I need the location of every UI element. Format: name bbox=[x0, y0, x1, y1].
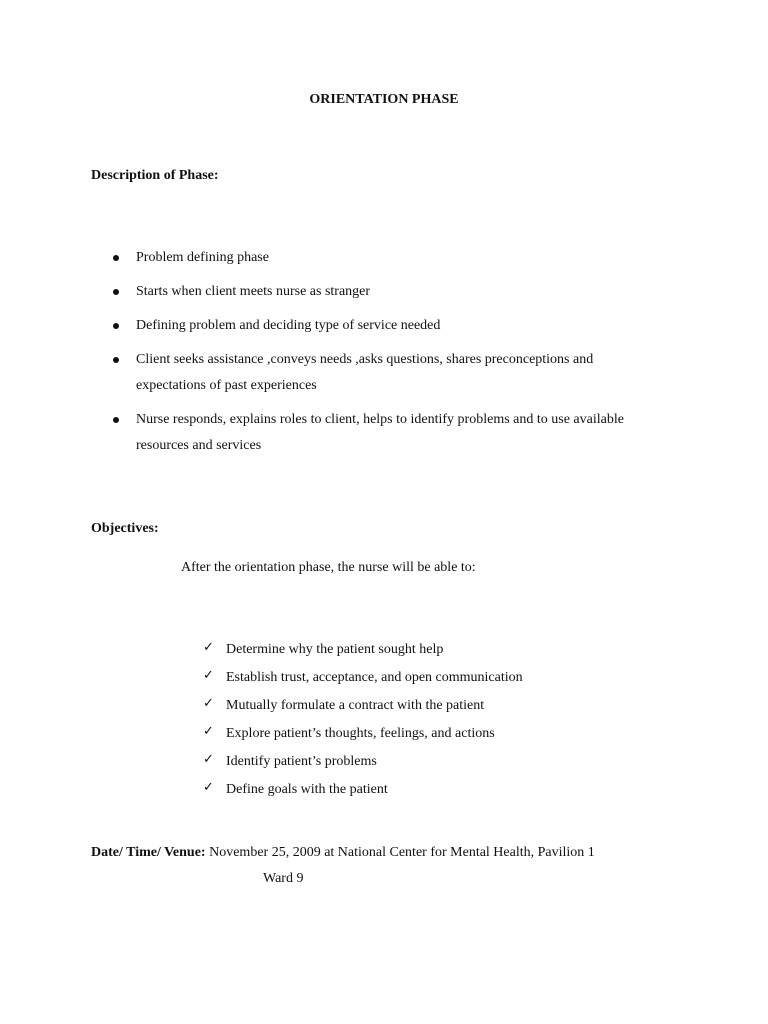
check-icon: ✓ bbox=[203, 668, 214, 683]
list-item bbox=[110, 245, 690, 271]
list-item-text: Problem defining phase bbox=[136, 250, 269, 265]
list-item bbox=[110, 407, 690, 459]
list-item bbox=[110, 279, 690, 305]
list-item bbox=[203, 748, 683, 776]
list-item-text-continued: resources and services bbox=[136, 438, 262, 453]
check-icon: ✓ bbox=[203, 780, 214, 795]
venue-label: Date/ Time/ Venue: bbox=[91, 845, 206, 860]
bullet-dot-icon bbox=[113, 255, 119, 261]
description-heading: Description of Phase: bbox=[91, 168, 219, 183]
list-item bbox=[203, 692, 683, 720]
list-item bbox=[203, 720, 683, 748]
list-item-text: Define goals with the patient bbox=[226, 782, 388, 797]
list-item bbox=[110, 347, 690, 399]
venue-line-continued: Ward 9 bbox=[263, 871, 304, 886]
list-item bbox=[203, 636, 683, 664]
objectives-list bbox=[203, 636, 683, 804]
list-item-text: Mutually formulate a contract with the patient bbox=[226, 698, 485, 713]
check-icon: ✓ bbox=[203, 752, 214, 767]
bullet-dot-icon bbox=[113, 289, 119, 295]
venue-line bbox=[91, 844, 595, 862]
list-item-text: Starts when client meets nurse as stranger bbox=[136, 284, 371, 299]
list-item-text: Nurse responds, explains roles to client, helps to identify problems and to use available bbox=[136, 412, 624, 427]
check-icon: ✓ bbox=[203, 640, 214, 655]
list-item-text: Establish trust, acceptance, and open communication bbox=[226, 670, 523, 685]
bullet-dot-icon bbox=[113, 323, 119, 329]
bullet-dot-icon bbox=[113, 357, 119, 363]
description-list bbox=[110, 245, 690, 467]
check-icon: ✓ bbox=[203, 696, 214, 711]
page-title: ORIENTATION PHASE bbox=[309, 92, 459, 107]
list-item-text: Defining problem and deciding type of service needed bbox=[136, 318, 441, 333]
objectives-heading: Objectives: bbox=[91, 521, 159, 536]
list-item-text: Client seeks assistance ,conveys needs ,asks questions, shares preconceptions and bbox=[136, 352, 594, 367]
list-item bbox=[110, 313, 690, 339]
list-item-text: Identify patient’s problems bbox=[226, 754, 377, 769]
venue-value: November 25, 2009 at National Center for Mental Health, Pavilion 1 bbox=[209, 845, 595, 860]
list-item bbox=[203, 664, 683, 692]
bullet-dot-icon bbox=[113, 417, 119, 423]
list-item-text: Determine why the patient sought help bbox=[226, 642, 444, 657]
list-item bbox=[203, 776, 683, 804]
objectives-intro: After the orientation phase, the nurse will be able to: bbox=[181, 560, 476, 575]
check-icon: ✓ bbox=[203, 724, 214, 739]
list-item-text: Explore patient’s thoughts, feelings, and actions bbox=[226, 726, 495, 741]
list-item-text-continued: expectations of past experiences bbox=[136, 378, 317, 393]
